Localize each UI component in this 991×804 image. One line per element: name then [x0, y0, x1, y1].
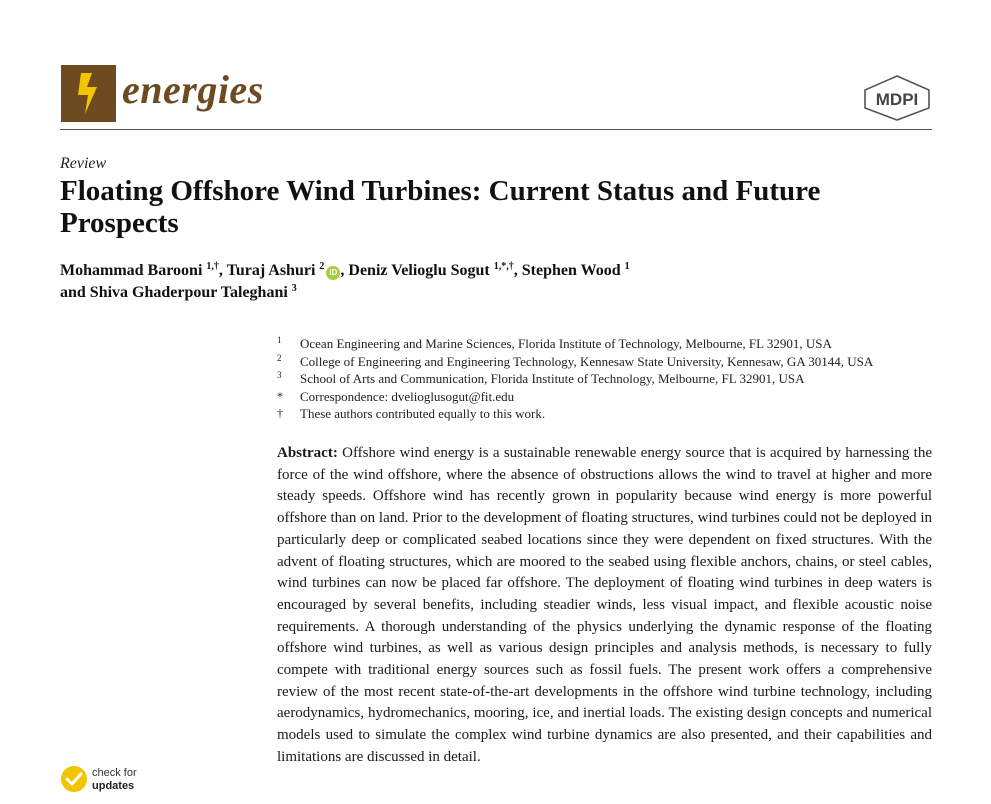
updates-line2: updates: [92, 780, 135, 792]
check-updates-icon: [60, 765, 88, 793]
updates-line1: check for: [92, 767, 137, 779]
abstract-text: Offshore wind energy is a sustainable renewable energy source that is acquired by harnessing the force of the wind offshore, where the absence of obstructions allows the wind to travel at higher and more steady speeds. Offshore wind has recently grown in popularity because wind energy is more powerful offshore than on land. Prior to the development of floating structures, wind turbines could not be deployed in particularly deep or complicated seabed locations since they were dependent on fixed structures. With the advent of floating structures, which are moored to the seabed using flexible anchors, chains, or steel cables, wind turbines can now be placed far offshore. The deployment of floating wind turbines in deep waters is encouraged by several benefits, including steadier winds, less visual impact, and flexible acoustic noise requirements. A thorough understanding of the physics underlying the dynamic response of the floating offshore wind turbines, as well as various design principles and analysis methods, is necessary to fully compete with traditional energy sources such as fossil fuels. The present work offers a comprehensive review of the most recent state-of-the-art developments in the offshore wind turbine technology, including aerodynamics, hydromechanics, mooring, ice, and inertial loads. The existing design concepts and numerical models used to simulate the complex wind turbine dynamics are also presented, and their capabilities and limitations are discussed in detail.: [277, 445, 932, 765]
mdpi-logo: [862, 74, 932, 122]
affiliation-item: [277, 370, 937, 388]
journal-logo: [61, 65, 116, 122]
check-for-updates-button[interactable]: [60, 765, 170, 797]
article-title: Floating Offshore Wind Turbines: Current Status and Future Prospects: [60, 175, 821, 239]
author-list: Mohammad Barooni $^{1,\dagger}$, Turaj Ashuri $^2$iD , Deniz Velioglu Sogut $^{1,*,\dagger}$, Stephen Wood $^1$ and Shiva Ghaderpour Taleghani $^3$: [60, 261, 630, 301]
affiliation-text: College of Engineering and Engineering Technology, Kennesaw State University, Kennesaw, GA 30144, USA: [300, 353, 874, 369]
author-affil-mark: 1,*,†: [493, 261, 514, 272]
author-affil-mark: 1: [624, 261, 630, 272]
article-type: Review: [60, 155, 107, 172]
orcid-icon[interactable]: iD: [326, 266, 340, 280]
author-name: Deniz Velioglu Sogut: [348, 262, 490, 279]
affiliation-text: School of Arts and Communication, Florida Institute of Technology, Melbourne, FL 32901, USA: [300, 371, 805, 386]
affiliation-mark: 3: [277, 370, 282, 380]
affiliation-item: [277, 388, 937, 406]
affiliation-text: These authors contributed equally to this work.: [300, 406, 546, 421]
affiliation-mark: 2: [277, 352, 282, 363]
affiliation-mark: *: [277, 388, 283, 403]
author-affil-mark: 1,†: [206, 261, 219, 272]
header-rule: [60, 129, 932, 130]
author-name: Shiva Ghaderpour Taleghani: [89, 284, 288, 301]
abstract: [277, 443, 932, 769]
correspondence-text[interactable]: Correspondence: dvelioglusogut@fit.edu: [300, 388, 515, 404]
author-name: Turaj Ashuri: [226, 262, 316, 279]
author-affil-mark: 3: [291, 283, 297, 294]
affiliation-item: [277, 353, 937, 371]
lightning-bolt-icon: [61, 65, 116, 122]
affiliation-item: [277, 335, 937, 353]
author-affil-mark: 2: [319, 261, 325, 272]
author-name: Stephen Wood: [521, 262, 621, 279]
abstract-label: Abstract:: [277, 445, 338, 461]
affiliation-item: [277, 405, 937, 423]
journal-name: energies: [122, 67, 264, 112]
affiliation-text: Ocean Engineering and Marine Sciences, Florida Institute of Technology, Melbourne, FL 32901, USA: [300, 336, 832, 351]
author-connector: and: [60, 284, 86, 301]
affiliation-mark: †: [277, 406, 283, 420]
affiliation-mark: 1: [277, 335, 282, 345]
publisher-name: MDPI: [875, 90, 919, 109]
author-name: Mohammad Barooni: [60, 262, 203, 279]
affiliation-list: [277, 335, 937, 423]
